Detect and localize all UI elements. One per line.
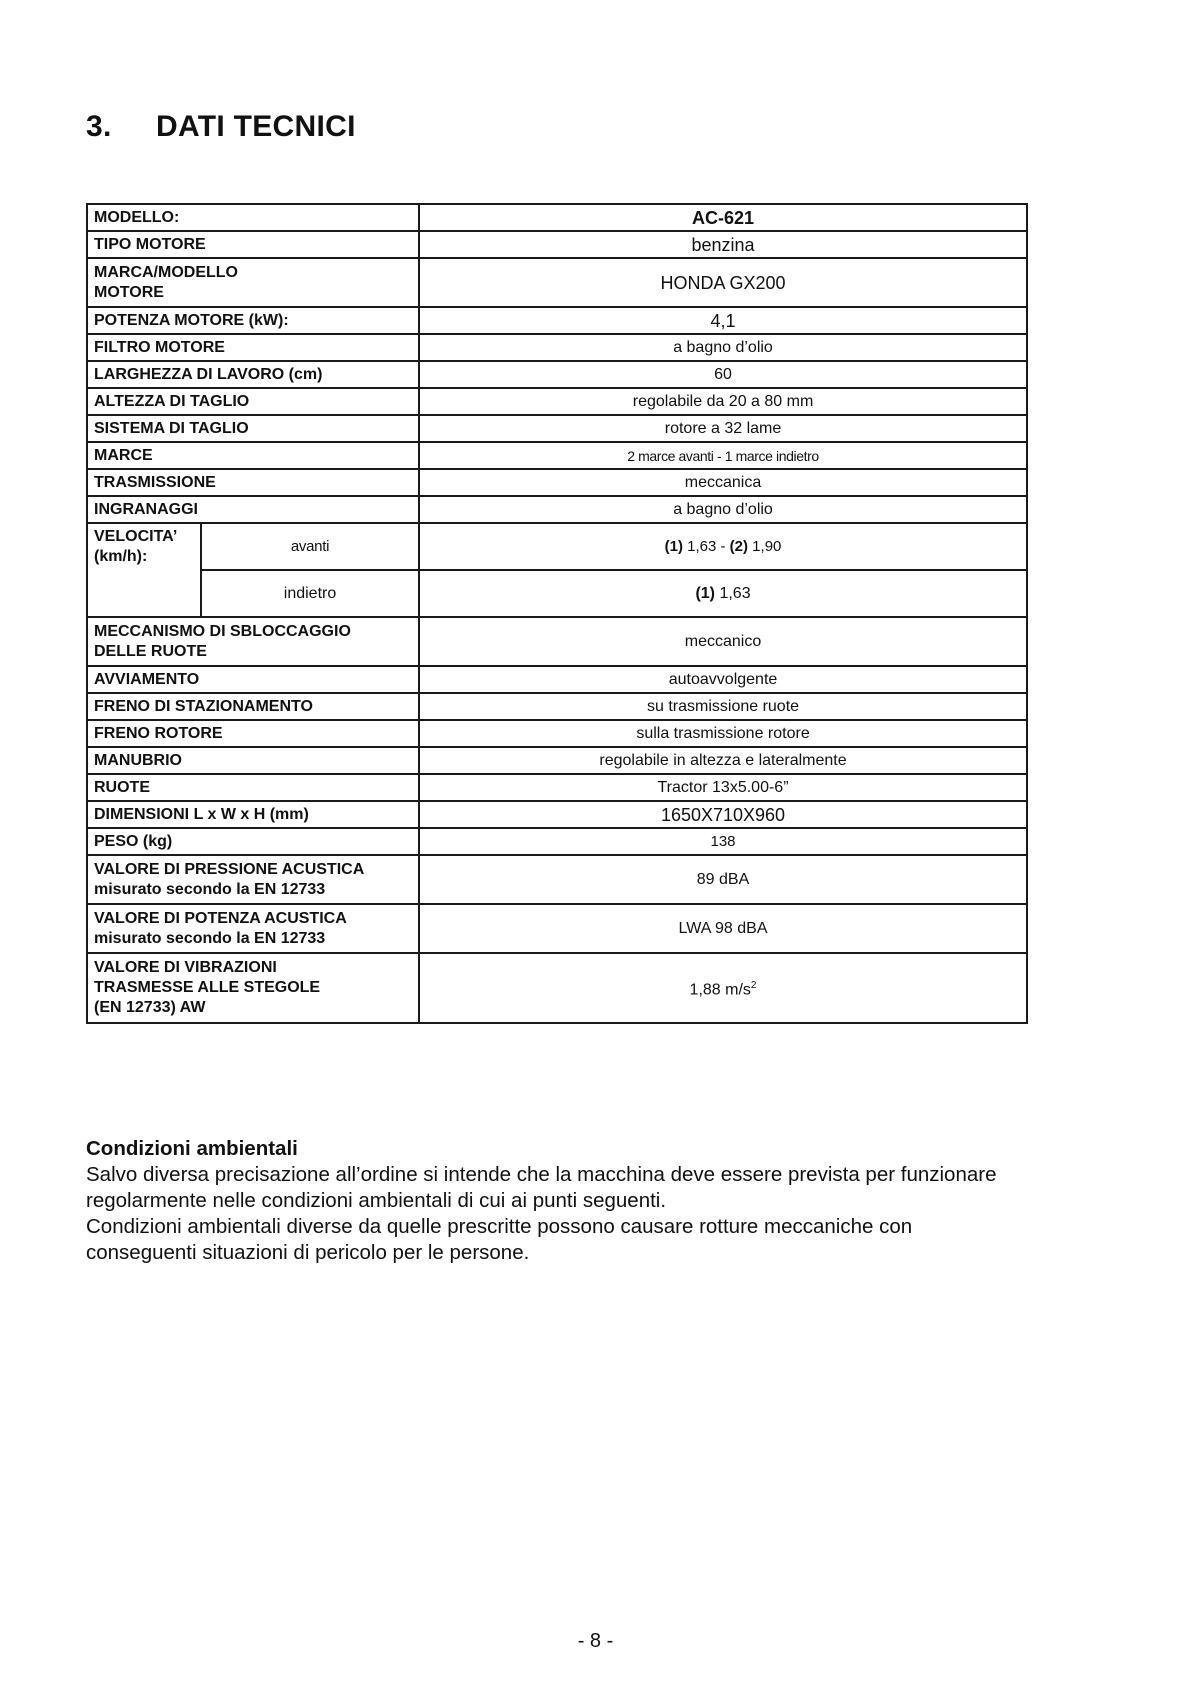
spec-label-line: DELLE RUOTE	[94, 642, 207, 660]
spec-label: FRENO ROTORE	[87, 720, 419, 747]
spec-value	[419, 953, 1027, 1023]
table-row	[87, 953, 1027, 1023]
spec-value: 2 marce avanti - 1 marce indietro	[419, 442, 1027, 469]
section-title: DATI TECNICI	[156, 110, 356, 143]
spec-value: 1650X710X960	[419, 801, 1027, 828]
table-row	[87, 469, 1027, 496]
spec-label	[87, 258, 419, 307]
table-row	[87, 415, 1027, 442]
speed-reverse-value	[419, 570, 1027, 617]
conditions-title: Condizioni ambientali	[86, 1137, 298, 1160]
table-row	[87, 361, 1027, 388]
table-row	[87, 617, 1027, 666]
conditions-paragraph: Condizioni ambientali diverse da quelle prescritte possono causare rotture meccaniche con conseguenti situazioni di pericolo per le persone.	[86, 1215, 913, 1264]
spec-value: benzina	[419, 231, 1027, 258]
table-row	[87, 666, 1027, 693]
table-row	[87, 747, 1027, 774]
spec-value: 60	[419, 361, 1027, 388]
table-row	[87, 570, 1027, 617]
spec-label: AVVIAMENTO	[87, 666, 419, 693]
spec-value: meccanico	[419, 617, 1027, 666]
table-row	[87, 388, 1027, 415]
conditions-paragraph: Salvo diversa precisazione all’ordine si intende che la macchina deve essere prevista per funzionare regolarmente nelle condizioni ambientali di cui ai punti seguenti.	[86, 1163, 997, 1212]
spec-label-line: (km/h):	[94, 548, 148, 565]
spec-value: sulla trasmissione rotore	[419, 720, 1027, 747]
spec-label: MARCE	[87, 442, 419, 469]
table-row	[87, 307, 1027, 334]
speed-number: 1,63	[715, 584, 751, 602]
table-row	[87, 774, 1027, 801]
spec-value: a bagno d’olio	[419, 334, 1027, 361]
gear-number: (1)	[664, 537, 683, 555]
spec-label-line: MARCA/MODELLO	[94, 263, 238, 281]
spec-label: INGRANAGGI	[87, 496, 419, 523]
table-row	[87, 828, 1027, 855]
spec-label-line: VALORE DI PRESSIONE ACUSTICA	[94, 860, 365, 878]
spec-label	[87, 523, 201, 617]
spec-label: TIPO MOTORE	[87, 231, 419, 258]
spec-value: regolabile in altezza e lateralmente	[419, 747, 1027, 774]
table-row	[87, 231, 1027, 258]
speed-reverse-label: indietro	[201, 570, 419, 617]
spec-label: ALTEZZA DI TAGLIO	[87, 388, 419, 415]
spec-value: AC-621	[419, 204, 1027, 231]
spec-value: meccanica	[419, 469, 1027, 496]
spec-value: a bagno d’olio	[419, 496, 1027, 523]
spec-value: su trasmissione ruote	[419, 693, 1027, 720]
spec-label: RUOTE	[87, 774, 419, 801]
spec-label-line: MOTORE	[94, 283, 164, 301]
spec-value: HONDA GX200	[419, 258, 1027, 307]
spec-label-line: VELOCITA’	[94, 528, 178, 545]
table-row	[87, 693, 1027, 720]
spec-value: 138	[419, 828, 1027, 855]
page-number: - 8 -	[577, 1630, 614, 1652]
spec-value: regolabile da 20 a 80 mm	[419, 388, 1027, 415]
spec-value: Tractor 13x5.00-6”	[419, 774, 1027, 801]
spec-label	[87, 904, 419, 953]
spec-label: PESO (kg)	[87, 828, 419, 855]
spec-label-line: MECCANISMO DI SBLOCCAGGIO	[94, 622, 351, 640]
spec-label: LARGHEZZA DI LAVORO (cm)	[87, 361, 419, 388]
speed-number: 1,63 -	[682, 537, 730, 555]
table-row	[87, 720, 1027, 747]
table-row	[87, 523, 1027, 570]
spec-value: LWA 98 dBA	[419, 904, 1027, 953]
spec-label: TRASMISSIONE	[87, 469, 419, 496]
section-heading	[86, 110, 356, 144]
table-row	[87, 334, 1027, 361]
table-row	[87, 496, 1027, 523]
spec-label: FILTRO MOTORE	[87, 334, 419, 361]
spec-label: DIMENSIONI L x W x H (mm)	[87, 801, 419, 828]
speed-forward-label: avanti	[201, 523, 419, 570]
spec-label-line: TRASMESSE ALLE STEGOLE	[94, 979, 321, 996]
spec-label: SISTEMA DI TAGLIO	[87, 415, 419, 442]
table-row	[87, 258, 1027, 307]
table-row	[87, 801, 1027, 828]
spec-label: FRENO DI STAZIONAMENTO	[87, 693, 419, 720]
spec-label-line: VALORE DI VIBRAZIONI	[94, 959, 277, 976]
gear-number: (1)	[695, 584, 715, 602]
spec-label	[87, 953, 419, 1023]
spec-label: MANUBRIO	[87, 747, 419, 774]
table-row	[87, 442, 1027, 469]
spec-label	[87, 617, 419, 666]
spec-label-line: (EN 12733) AW	[94, 999, 206, 1016]
gear-number: (2)	[729, 537, 749, 555]
section-number: 3.	[86, 110, 112, 143]
spec-label: MODELLO:	[87, 204, 419, 231]
spec-table	[86, 203, 1028, 1024]
environmental-conditions	[86, 1136, 1026, 1266]
speed-number: 1,90	[748, 537, 782, 555]
spec-label-line: misurato secondo la EN 12733	[94, 929, 326, 947]
table-row	[87, 204, 1027, 231]
vibration-value: 1,88 m/s	[689, 981, 751, 999]
spec-value: 4,1	[419, 307, 1027, 334]
speed-forward-value	[419, 523, 1027, 570]
spec-label: POTENZA MOTORE (kW):	[87, 307, 419, 334]
spec-label	[87, 855, 419, 904]
spec-value: 89 dBA	[419, 855, 1027, 904]
table-row	[87, 904, 1027, 953]
spec-value: rotore a 32 lame	[419, 415, 1027, 442]
table-row	[87, 855, 1027, 904]
spec-label-line: misurato secondo la EN 12733	[94, 880, 326, 898]
spec-label-line: VALORE DI POTENZA ACUSTICA	[94, 909, 347, 927]
spec-value: autoavvolgente	[419, 666, 1027, 693]
vibration-unit-exponent: 2	[750, 979, 757, 991]
